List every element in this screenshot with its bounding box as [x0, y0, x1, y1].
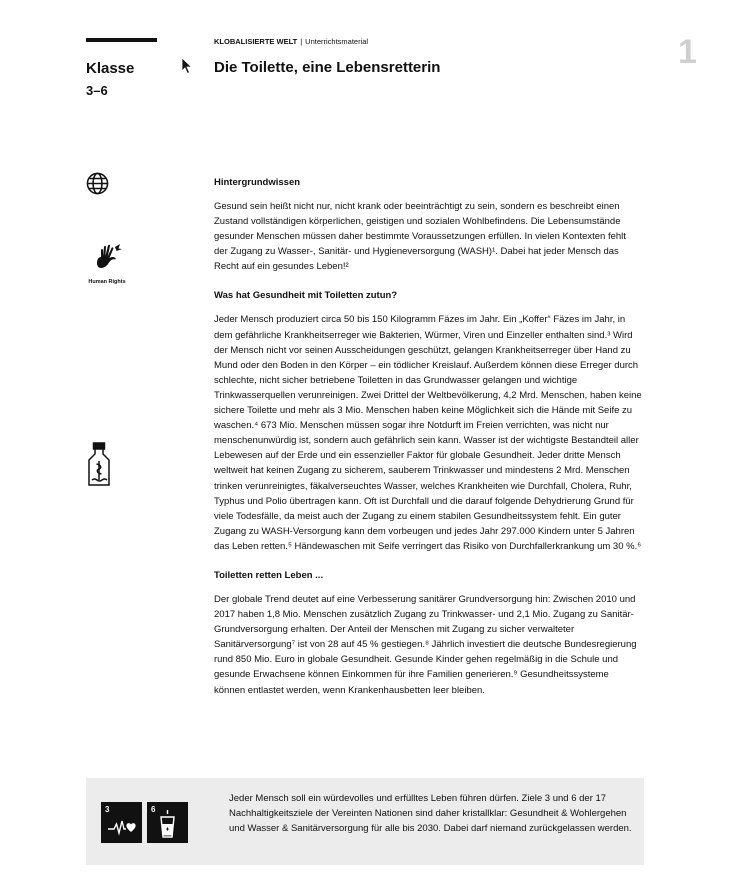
section-gesundheit-toiletten [214, 289, 642, 554]
water-glass-icon [147, 802, 188, 843]
grade-level [86, 59, 134, 100]
sdg-info-box [86, 778, 644, 865]
section-heading: Toiletten retten Leben ... [214, 569, 324, 581]
section-heading: Hintergrundwissen [214, 177, 301, 188]
series-subtitle: Unterrichtsmaterial [305, 37, 369, 46]
sdg-badge-6 [147, 802, 188, 843]
heartbeat-icon [101, 802, 142, 843]
section-paragraph: Gesund sein heißt nicht nur, nicht krank oder beeinträchtigt zu sein, sondern es beschreibt einen Zustand vollständigen körperlichen, geistigen und sozialen Wohlbefindens. Die Lebensumstände gesunder Menschen müssen daher bestimmte Voraussetzungen erfüllen. In vielen Kontexten fehlt der Zugang zu Wasser-, Sanitär- und Hygieneversorgung (WASH)¹. Dabei hat jeder Mensch das Recht auf ein gesundes Leben!² [214, 201, 626, 273]
mouse-cursor-icon [181, 57, 193, 75]
header-rule [86, 38, 157, 42]
sdg-number: 3 [105, 805, 110, 814]
human-rights-hand-bird-icon [89, 241, 125, 273]
sdg-number: 6 [151, 805, 156, 814]
sdg-info-text: Jeder Mensch soll ein würdevolles und erfülltes Leben führen dürfen. Ziele 3 und 6 der 17 Nachhaltigkeitsziele der Vereinten Nationen sind daher kristallklar: Gesundheit & Wohlergehen und Wasser & Sanitärversorgung für alle bis 2030. Dabei darf niemand zurückgelassen werden. [229, 793, 632, 835]
section-hintergrundwissen [214, 176, 642, 274]
klasse-range: 3–6 [86, 83, 108, 98]
section-toiletten-retten-leben [214, 569, 642, 698]
section-paragraph: Jeder Mensch produziert circa 50 bis 150 Kilogramm Fäzes im Jahr. Ein „Koffer“ Fäzes im Jahr, in dem gefährliche Krankheitserreger wie Bakterien, Würmer, Viren und Einzeller enthalten sind.³ Wird der Mensch nicht vor seinen Ausscheidungen geschützt, gelangen Krankheitserreger über Hand zu Mund oder den Boden in den Körper – ein tödlicher Kreislauf. Außerdem können diese Erreger durch schlechte, nicht sicher betriebene Toiletten in das Grundwasser gelangen und wichtige Trinkwasserquellen verunreinigen. Zwei Drittel der Weltbevölkerung, 4,2 Mrd. Menschen, haben keine sichere Toilette und mehr als 3 Mio. Menschen haben keine Möglichkeit sich die Hände mit Seife zu waschen.⁴ 673 Mio. Menschen müssen sogar ihre Notdurft im Freien verrichten, was nicht nur menschenunwürdig ist, sondern auch gefährlich sein kann. Wasser ist der wichtigste Bestandteil aller Lebewesen auf der Erde und ein essenzieller Faktor für globale Gesundheit. Jeder dritte Mensch weltweit hat keinen Zugang zu sicherem, sauberem Trinkwasser und mindestens 2 Mrd. Menschen trinken verunreinigtes, fäkalverseuchtes Wasser, welches Krankheiten wie Durchfall, Cholera, Ruhr, Typhus und Polio übertragen kann. Oft ist Durchfall und die darauf folgende Dehydrierung Grund für viele Todesfälle, da meist auch der Zugang zu einem stabilen Gesundheitssystem fehlt. Ein guter Zugang zu WASH-Versorgung kann dem vorbeugen und jedes Jahr 297.000 Kindern unter 5 Jahren das Leben retten.⁵ Händewaschen mit Seife verringert das Risiko von Durchfallerkrankung um 30 %.⁶ [214, 314, 642, 552]
sdg-badge-3 [101, 802, 142, 843]
series-name: KLOBALISIERTE WELT [214, 37, 298, 46]
series-separator: | [300, 37, 303, 46]
page-number: 1 [678, 33, 697, 71]
section-heading: Was hat Gesundheit mit Toiletten zutun? [214, 290, 398, 302]
page-title: Die Toilette, eine Lebensretterin [214, 59, 441, 76]
medicine-bottle-icon [86, 442, 112, 488]
section-paragraph: Der globale Trend deutet auf eine Verbesserung sanitärer Grundversorgung hin: Zwischen 2010 und 2017 haben 1,8 Mio. Menschen zusätzlich Zugang zu Trinkwasser- und 2,1 Mio. Zugang zu Sanitär-Grundversorgung erhalten. Der Anteil der Menschen mit Zugang zu sicher verwalteter Sanitärversorgung⁷ ist von 28 auf 45 % gestiegen.⁸ Jährlich investiert die deutsche Bundesregierung rund 850 Mio. Euro in globale Gesundheit. Gesunde Kinder gehen regelmäßig in die Schule und gesunde Erwachsene können Einkommen für ihre Familien generieren.⁹ Gesundheitssysteme können entlastet werden, wenn Krankenhausbetten leer bleiben. [214, 593, 637, 696]
globe-icon [86, 172, 109, 195]
human-rights-logo [85, 241, 129, 286]
series-label [214, 37, 368, 47]
main-content [214, 176, 642, 698]
klasse-label: Klasse [86, 60, 135, 77]
human-rights-label: Human Rights [88, 279, 126, 285]
